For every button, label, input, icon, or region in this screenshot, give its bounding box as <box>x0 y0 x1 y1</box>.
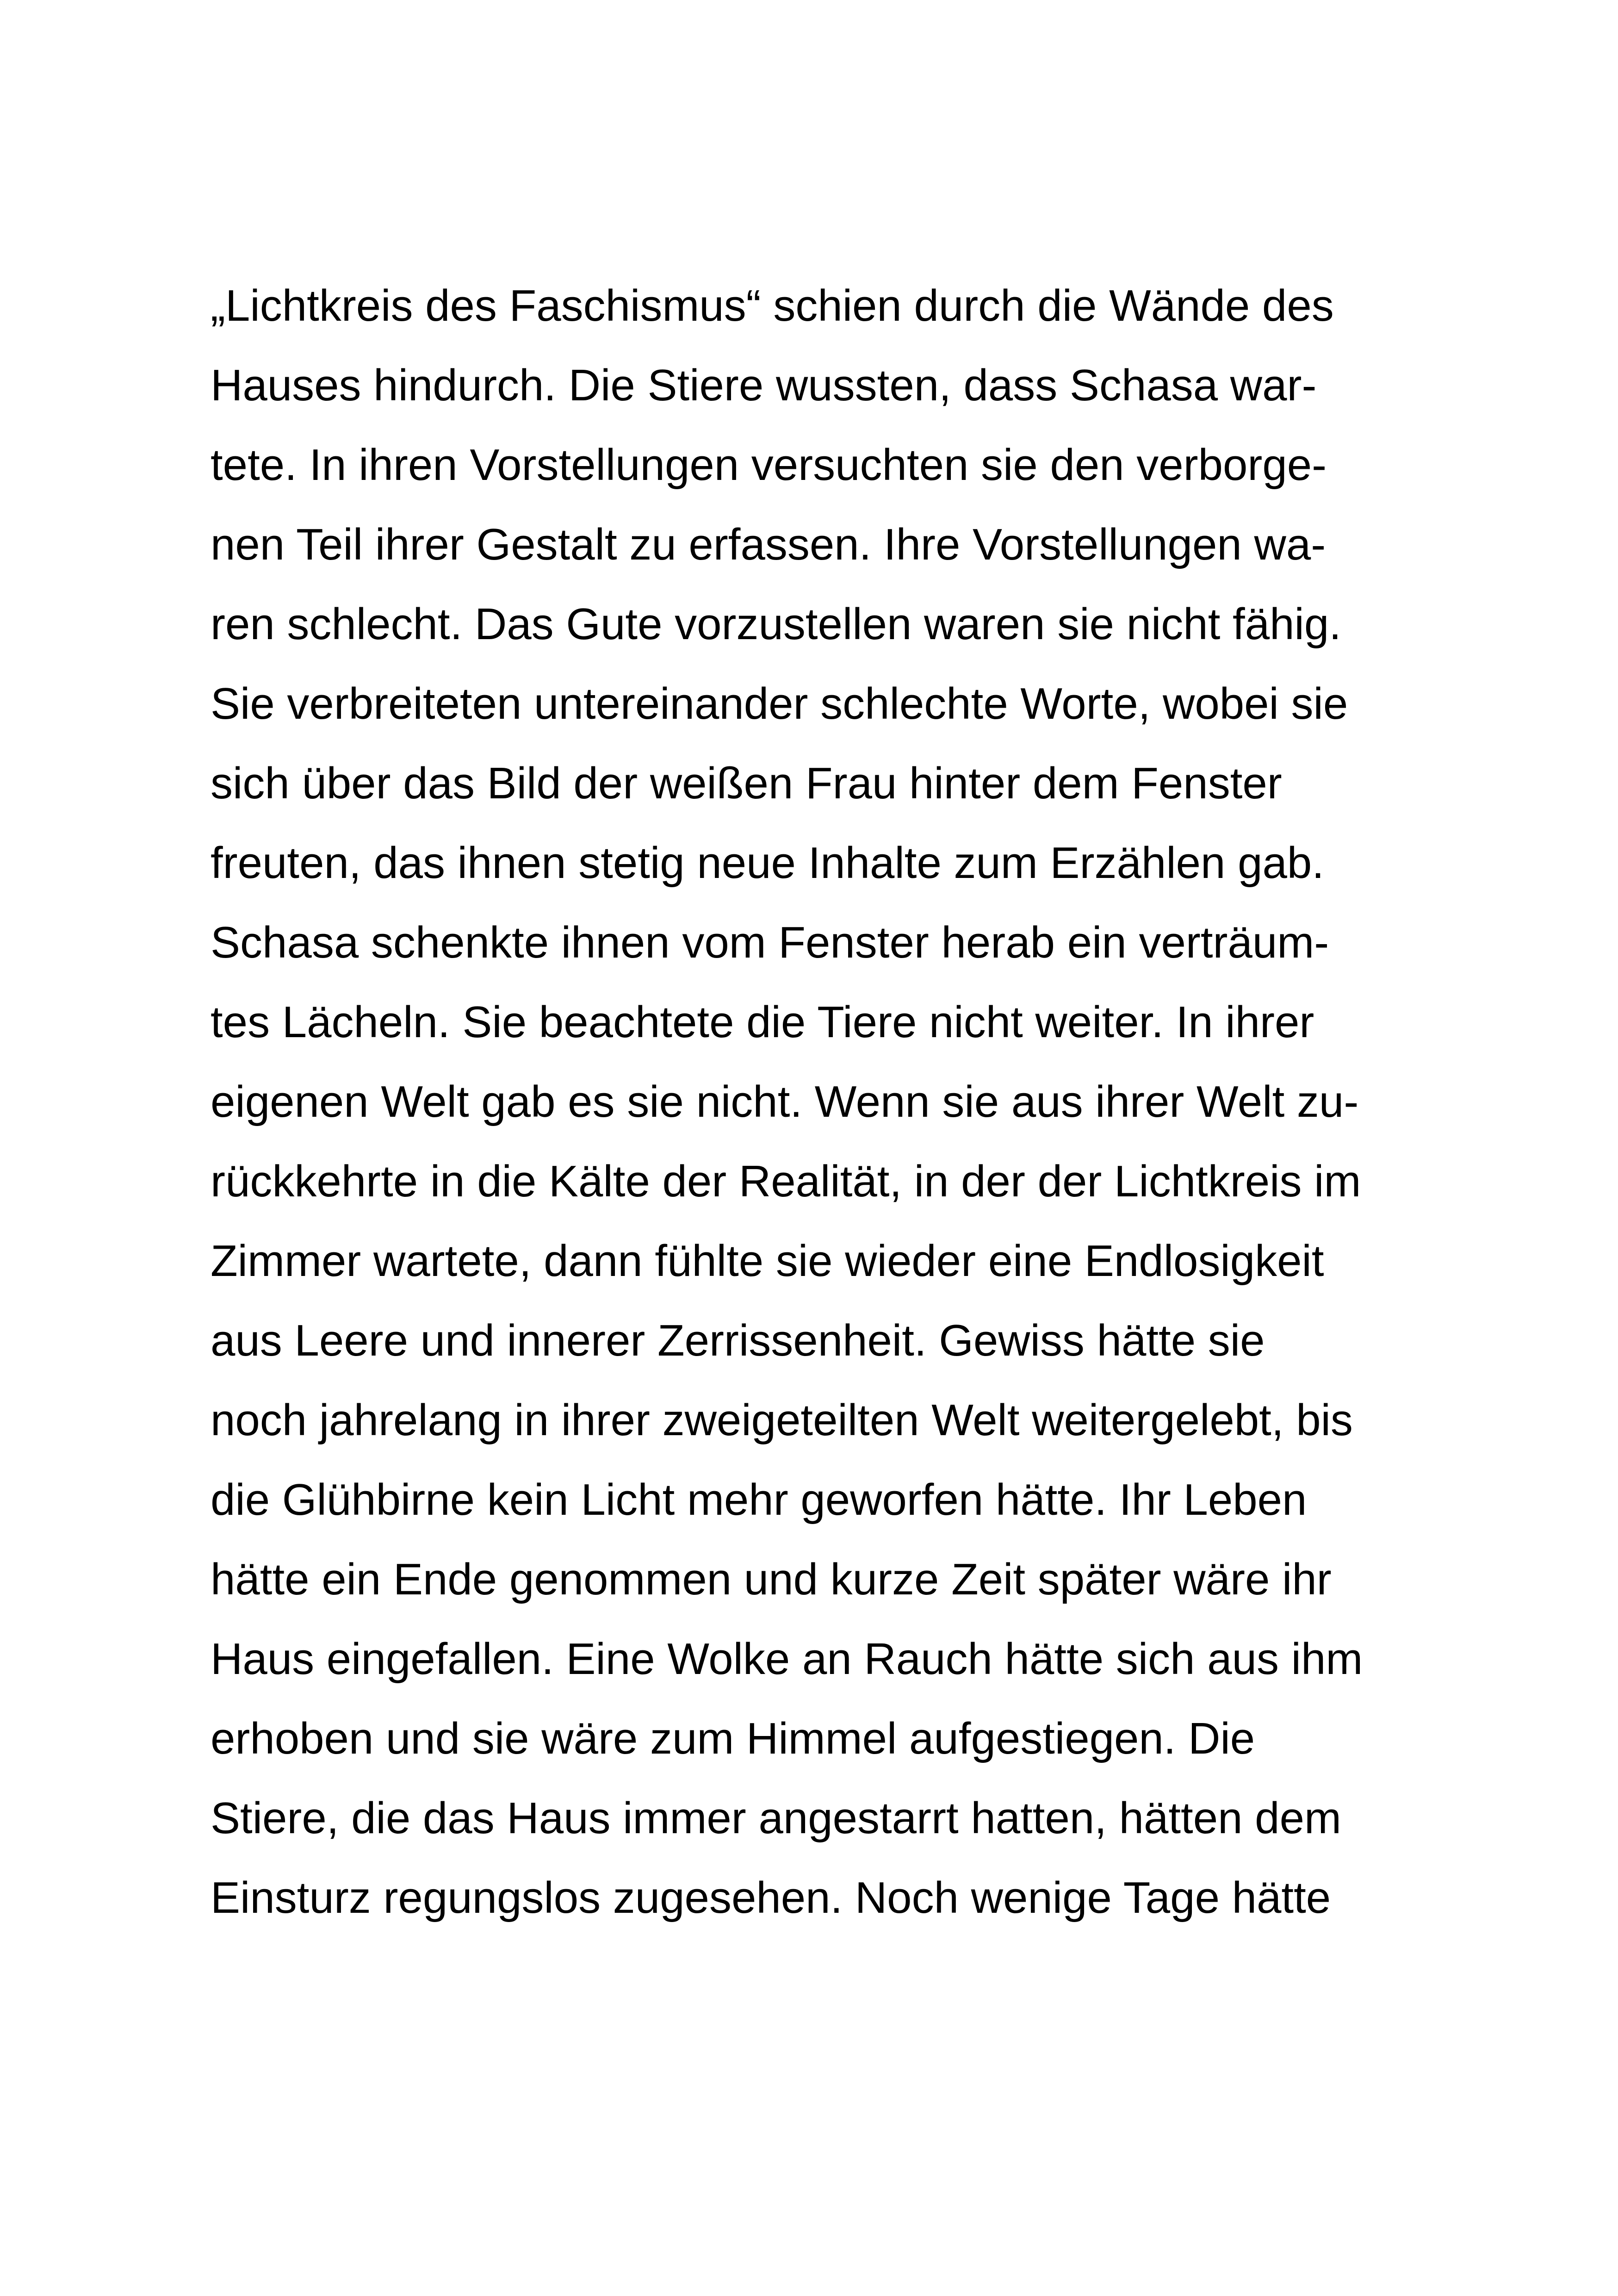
text-line-16: die Glühbirne kein Licht mehr geworfen hätte. Ihr Leben <box>211 1475 1307 1524</box>
text-line-17: hätte ein Ende genommen und kurze Zeit später wäre ihr <box>211 1555 1332 1604</box>
text-line-3: tete. In ihren Vorstellungen versuchten sie den verborge- <box>211 440 1327 490</box>
text-line-6: Sie verbreiteten untereinander schlechte Worte, wobei sie <box>211 679 1348 728</box>
text-line-8: freuten, das ihnen stetig neue Inhalte zum Erzählen gab. <box>211 838 1324 888</box>
text-line-7: sich über das Bild der weißen Frau hinter dem Fenster <box>211 759 1282 808</box>
text-line-19: erhoben und sie wäre zum Himmel aufgestiegen. Die <box>211 1714 1255 1763</box>
body-text <box>211 266 1460 1938</box>
text-line-10: tes Lächeln. Sie beachtete die Tiere nicht weiter. In ihrer <box>211 997 1314 1047</box>
text-line-5: ren schlecht. Das Gute vorzustellen waren sie nicht fähig. <box>211 599 1341 649</box>
text-line-14: aus Leere und innerer Zerrissenheit. Gewiss hätte sie <box>211 1316 1265 1365</box>
text-line-11: eigenen Welt gab es sie nicht. Wenn sie aus ihrer Welt zu- <box>211 1077 1359 1126</box>
text-line-21: Einsturz regungslos zugesehen. Noch wenige Tage hätte <box>211 1873 1331 1923</box>
text-line-4: nen Teil ihrer Gestalt zu erfassen. Ihre Vorstellungen wa- <box>211 520 1326 569</box>
text-line-1: „Lichtkreis des Faschismus“ schien durch die Wände des <box>211 281 1334 330</box>
text-line-13: Zimmer wartete, dann fühlte sie wieder eine Endlosigkeit <box>211 1236 1324 1286</box>
text-line-20: Stiere, die das Haus immer angestarrt hatten, hätten dem <box>211 1793 1341 1843</box>
text-line-15: noch jahrelang in ihrer zweigeteilten Welt weitergelebt, bis <box>211 1395 1353 1445</box>
text-line-9: Schasa schenkte ihnen vom Fenster herab ein verträum- <box>211 918 1329 967</box>
text-line-2: Hauses hindurch. Die Stiere wussten, dass Schasa war- <box>211 361 1317 410</box>
text-line-18: Haus eingefallen. Eine Wolke an Rauch hätte sich aus ihm <box>211 1634 1363 1684</box>
text-line-12: rückkehrte in die Kälte der Realität, in der der Lichtkreis im <box>211 1157 1361 1206</box>
